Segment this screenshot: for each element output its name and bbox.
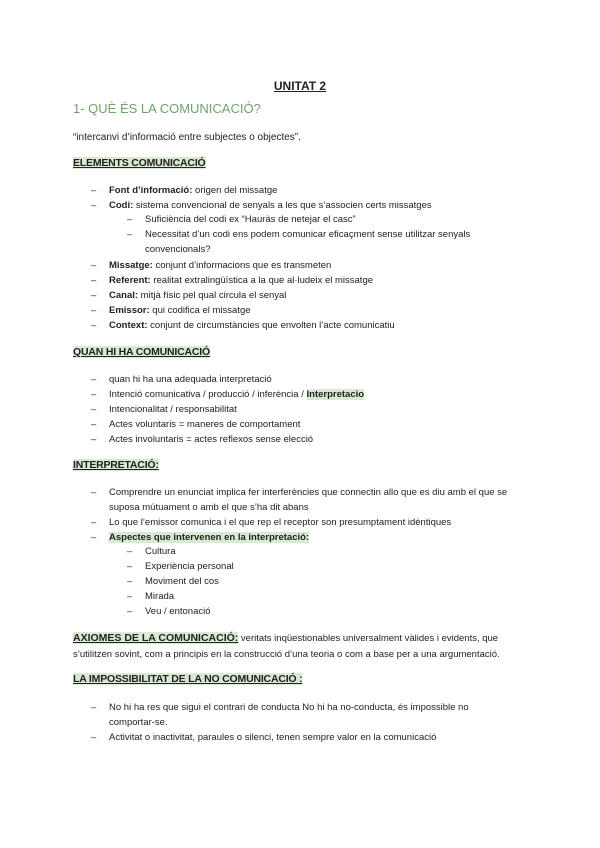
list-item: – Comprendre un enunciat implica fer interferències que connectin allo que es diu amb el que se — [91, 487, 508, 498]
list-item: – Missatge: conjunt d’informacions que es transmeten — [91, 260, 332, 271]
list-item-continuation: suposa mútuament o amb el que s’ha dit abans — [109, 502, 309, 513]
axiomes-paragraph: AXIOMES DE LA COMUNICACIÓ: veritats inqüestionables universalment vàlides i evidents, que — [73, 632, 499, 644]
list-item: – Intenció comunicativa / producció / inferència / Interpretacio — [91, 389, 365, 400]
elements-heading: ELEMENTS COMUNICACIÓ — [73, 157, 206, 169]
list-item: – Intencionalitat / responsabilitat — [91, 404, 237, 415]
page-title: UNITAT 2 — [273, 79, 327, 93]
quan-heading: QUAN HI HA COMUNICACIÓ — [73, 346, 210, 358]
impossibilitat-heading: LA IMPOSSIBILITAT DE LA NO COMUNICACIÓ : — [73, 673, 303, 685]
list-item: – Aspectes que intervenen en la interpretació: — [91, 532, 310, 543]
list-item: – Mirada — [127, 591, 175, 602]
list-item: – Cultura — [127, 546, 176, 557]
list-item: – Context: conjunt de circumstàncies que envolten l’acte comunicatiu — [91, 320, 395, 331]
list-item: – Suficiència del codi ex “Hauràs de netejar el casc” — [127, 214, 356, 225]
interpretacio-heading: INTERPRETACIÓ: — [73, 459, 159, 471]
list-item: – Activitat o inactivitat, paraules o silenci, tenen sempre valor en la comunicació — [91, 732, 437, 743]
list-item: – Codi: sistema convencional de senyals a les que s’associen certs missatges — [91, 200, 432, 211]
axiomes-paragraph-line2: s’utilitzen sovint, com a principis en la construcció d’una teoria o com a base per a una argumentació. — [73, 649, 500, 660]
list-item-continuation: comportar-se. — [109, 717, 168, 728]
list-item: – Font d’informació: origen del missatge — [91, 185, 278, 196]
list-item: – Lo que l’emissor comunica i el que rep el receptor son presumptament idèntiques — [91, 517, 452, 528]
list-item: – Actes voluntaris = maneres de comportament — [91, 419, 301, 430]
list-item: – Veu / entonació — [127, 606, 211, 617]
list-item: – Canal: mitjà físic pel qual circula el senyal — [91, 290, 287, 301]
list-item: – Referent: realitat extralingüística a la que al·ludeix el missatge — [91, 275, 374, 286]
list-item: – Emissor: qui codifica el missatge — [91, 305, 251, 316]
list-item: – Experiència personal — [127, 561, 234, 572]
list-item: – Actes involuntaris = actes reflexos sense elecció — [91, 434, 314, 445]
list-item-continuation: convencionals? — [145, 244, 211, 255]
section-heading: 1- QUÈ ÉS LA COMUNICACIÓ? — [73, 101, 261, 116]
list-item: – quan hi ha una adequada interpretació — [91, 374, 272, 385]
list-item: – No hi ha res que sigui el contrari de conducta No hi ha no-conducta, és impossible no — [91, 702, 469, 713]
definition-text: “intercanvi d’informació entre subjectes o objectes”. — [73, 132, 301, 143]
list-item: – Necessitat d’un codi ens podem comunicar eficaçment sense utilitzar senyals — [127, 229, 471, 240]
list-item: – Moviment del cos — [127, 576, 219, 587]
